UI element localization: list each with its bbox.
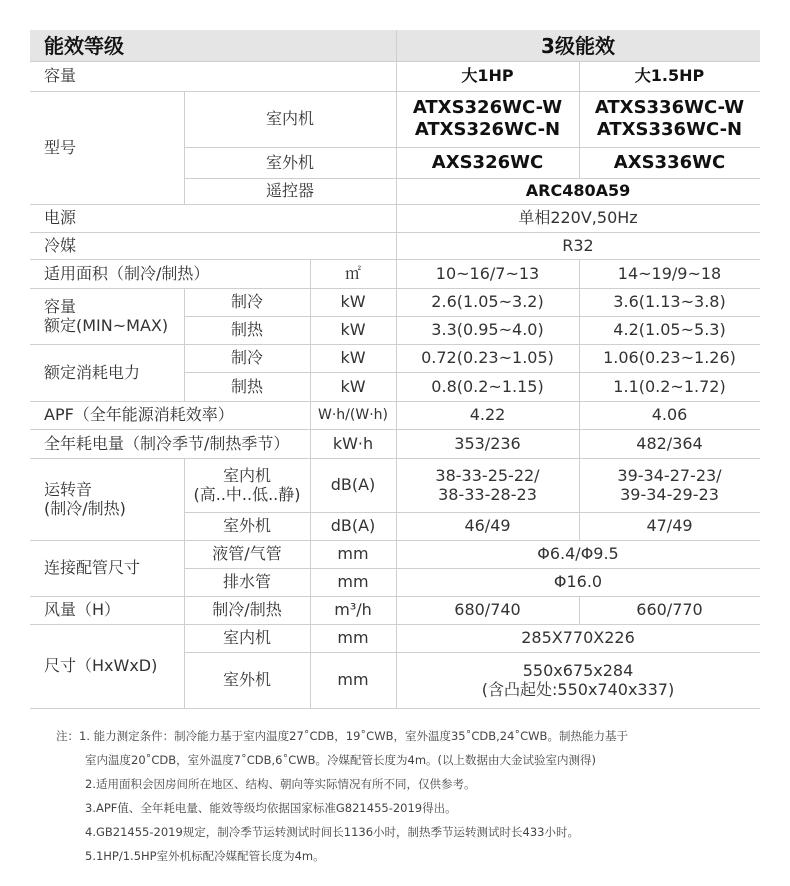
noise-outdoor-unit: dB(A) (330, 516, 376, 536)
pow-heat-label: 制热 (230, 376, 263, 396)
note-2: 2.适用面积会因房间所在地区、结构、朝向等实际情况有所不同，仅供参考。 (85, 777, 476, 791)
size-outdoor-label: 室外机 (222, 670, 271, 690)
grid-line-h (184, 568, 760, 569)
pipe-liquid-gas-value: Φ6.4/Φ9.5 (537, 544, 619, 564)
pow-cool-2: 1.06(0.23~1.26) (603, 348, 736, 368)
grid-line-h (184, 512, 760, 513)
indoor-model-2: ATXS336WC-W ATXS336WC-N (594, 97, 745, 140)
pipe-drain-unit: mm (337, 572, 369, 592)
cap-heat-label: 制热 (230, 320, 263, 340)
note-4: 4.GB21455-2019规定，制冷季节运转测试时间长1136小时，制热季节运转测试时长433小时。 (85, 825, 579, 839)
pow-cool-1: 0.72(0.23~1.05) (421, 348, 554, 368)
area-1: 10~16/7~13 (435, 263, 540, 283)
note-5: 5.1HP/1.5HP室外机标配冷媒配管长度为4m。 (85, 849, 325, 863)
cap-cool-unit: kW (340, 292, 366, 312)
cap-heat-1: 3.3(0.95~4.0) (431, 320, 544, 340)
noise-outdoor-1: 46/49 (464, 516, 511, 536)
note-1-cont: 室内温度20˚CDB，室外温度7˚CDB,6˚CWB。冷媒配管长度为4m。(以上数据由大金试验室内测得) (85, 753, 596, 767)
annual-1: 353/236 (454, 433, 521, 453)
size-indoor-unit: mm (337, 628, 369, 648)
annual-label: 全年耗电量（制冷季节/制热季节） (44, 433, 290, 453)
grid-line-h (184, 652, 760, 653)
rated-power-label: 额定消耗电力 (44, 362, 141, 382)
remote-label: 遥控器 (265, 181, 314, 201)
grid-line-v (396, 30, 397, 708)
size-indoor-value: 285X770X226 (521, 628, 635, 648)
noise-indoor-2: 39-34-27-23/ 39-34-29-23 (617, 465, 722, 504)
pow-cool-unit: kW (340, 348, 366, 368)
refrigerant-label: 冷媒 (44, 235, 77, 255)
noise-indoor-unit: dB(A) (330, 475, 376, 495)
indoor-model-1: ATXS326WC-W ATXS326WC-N (412, 97, 563, 140)
area-label: 适用面积（制冷/制热） (44, 263, 210, 283)
noise-outdoor-label: 室外机 (222, 516, 271, 536)
noise-outdoor-2: 47/49 (646, 516, 693, 536)
noise-label: 运转音 (制冷/制热) (44, 479, 126, 518)
pipe-drain-label: 排水管 (222, 572, 271, 592)
power-label: 电源 (44, 208, 77, 228)
grid-line-h (184, 372, 760, 373)
outdoor-unit-label: 室外机 (265, 152, 314, 172)
power-value: 单相220V,50Hz (518, 208, 638, 228)
grid-line-v (310, 259, 311, 708)
annual-unit: kW·h (332, 433, 374, 453)
apf-1: 4.22 (469, 405, 506, 425)
cap-heat-2: 4.2(1.05~5.3) (613, 320, 726, 340)
pow-heat-2: 1.1(0.2~1.72) (613, 376, 726, 396)
grid-line-h (184, 316, 760, 317)
outdoor-model-2: AXS336WC (613, 151, 726, 173)
grid-line-v (184, 288, 185, 401)
pipe-liquid-gas-label: 液管/气管 (212, 544, 282, 564)
area-2: 14~19/9~18 (617, 263, 722, 283)
capacity-label: 容量 (44, 66, 77, 86)
size-outdoor-value: 550x675x284 (含凸起处:550x740x337) (481, 660, 675, 699)
grid-line-v (184, 458, 185, 708)
spec-table (30, 30, 760, 708)
size-label: 尺寸（HxWxD) (44, 656, 158, 676)
cap-cool-label: 制冷 (230, 292, 263, 312)
header-right: 3级能效 (396, 30, 760, 61)
pipe-label: 连接配管尺寸 (44, 558, 141, 578)
annual-2: 482/364 (636, 433, 703, 453)
grid-line-v (579, 596, 580, 624)
airflow-1: 680/740 (454, 600, 521, 620)
area-unit: ㎡ (344, 263, 361, 283)
grid-line-h (184, 178, 760, 179)
outdoor-model-1: AXS326WC (431, 151, 544, 173)
pipe-drain-value: Φ16.0 (553, 572, 603, 592)
airflow-2: 660/770 (636, 600, 703, 620)
indoor-unit-label: 室内机 (265, 109, 314, 129)
grid-line-v (579, 61, 580, 178)
apf-2: 4.06 (651, 405, 688, 425)
pipe-liquid-gas-unit: mm (337, 544, 369, 564)
cap-heat-unit: kW (340, 320, 366, 340)
apf-unit: W·h/(W·h) (318, 406, 388, 423)
apf-label: APF（全年能源消耗效率） (44, 405, 234, 425)
remote-model: ARC480A59 (525, 181, 631, 201)
grid-line-h (184, 147, 760, 148)
cap-cool-1: 2.6(1.05~3.2) (431, 292, 544, 312)
size-outdoor-unit: mm (337, 670, 369, 690)
capacity-1-5hp: 大1.5HP (634, 66, 705, 86)
header-left: 能效等级 (30, 30, 396, 61)
pow-heat-unit: kW (340, 376, 366, 396)
capacity-1hp: 大1HP (461, 66, 514, 86)
cap-cool-2: 3.6(1.13~3.8) (613, 292, 726, 312)
airflow-label: 风量（H） (44, 600, 121, 620)
airflow-unit: m³/h (334, 600, 372, 620)
noise-indoor-1: 38-33-25-22/ 38-33-28-23 (435, 465, 540, 504)
size-indoor-label: 室内机 (222, 628, 271, 648)
refrigerant-value: R32 (562, 235, 594, 255)
noise-indoor-label: 室内机 (高..中..低..静) (193, 465, 301, 504)
model-label: 型号 (44, 137, 77, 157)
note-3: 3.APF值、全年耗电量、能效等级均依据国家标准G821455-2019得出。 (85, 801, 457, 815)
note-1: 注：1. 能力测定条件：制冷能力基于室内温度27˚CDB，19˚CWB，室外温度35˚CDB,24˚CWB。制热能力基于 (56, 729, 628, 743)
pow-heat-1: 0.8(0.2~1.15) (431, 376, 544, 396)
pow-cool-label: 制冷 (230, 348, 263, 368)
grid-line-v (579, 259, 580, 540)
rated-capacity-label: 容量 额定(MIN~MAX) (44, 296, 169, 335)
airflow-sub: 制冷/制热 (212, 600, 282, 620)
grid-line-v (184, 91, 185, 204)
